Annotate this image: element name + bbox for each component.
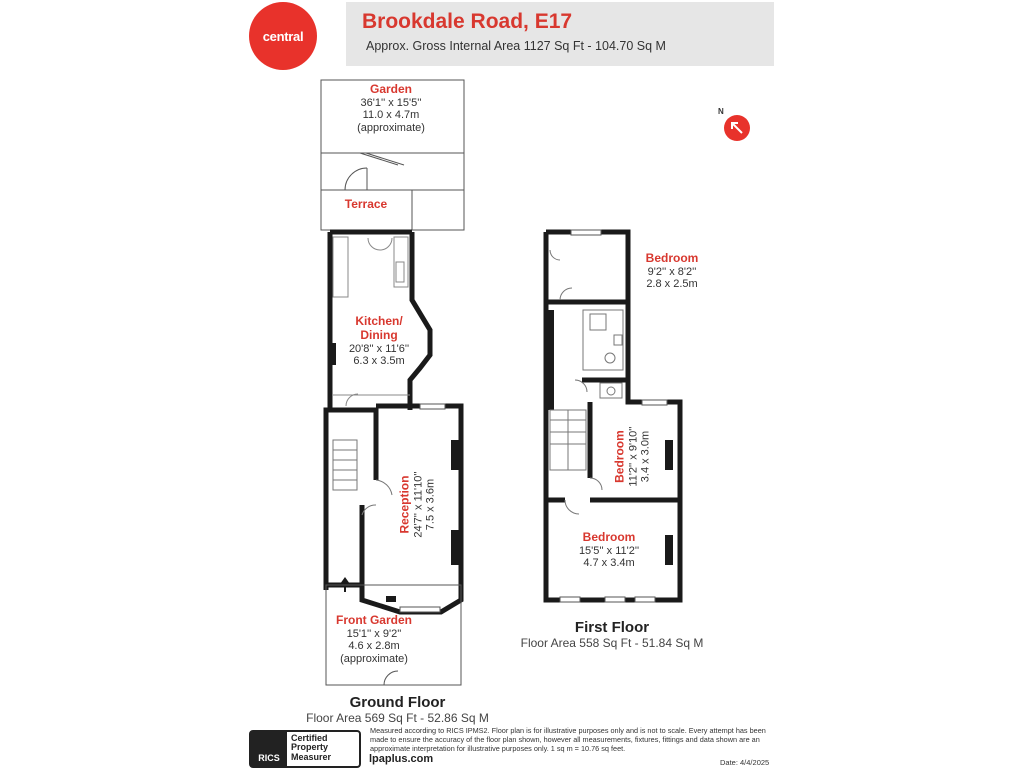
website-link[interactable]: lpaplus.com: [369, 753, 434, 765]
front-garden-imperial: 15'1'' x 9'2'': [346, 627, 402, 640]
ground-floor-title: [290, 694, 505, 725]
garden-name: Garden: [369, 82, 412, 96]
first-floor-title: [510, 619, 714, 650]
rics-certification: [291, 734, 331, 762]
property-title: Brookdale Road, E17: [362, 10, 573, 33]
rics-line3: Measurer: [291, 751, 332, 762]
rics-abbr: RICS: [258, 753, 280, 763]
ground-floor-fittings: [330, 343, 459, 602]
ground-floor-area: Floor Area 569 Sq Ft - 52.86 Sq M: [306, 711, 489, 725]
bedroom3-imperial: 15'5'' x 11'2'': [578, 544, 640, 557]
ground-floor-name: Ground Floor: [349, 694, 446, 711]
rics-logo: [251, 732, 287, 766]
reception-name: Reception: [397, 475, 412, 534]
terrace-name: Terrace: [344, 197, 388, 211]
bedroom1-imperial: 9'2'' x 8'2'': [647, 265, 697, 278]
reception-metric: 7.5 x 3.6m: [424, 478, 437, 531]
garden-label: [341, 83, 441, 135]
disclaimer-text: Measured according to RICS IPMS2. Floor plan is for illustrative purposes only and is not to scale. Every attempt has been made to ensure the accuracy of the floor plan shown, however all measurements, fixtures, fittings and data shown are an approximate interpretation for illustrative purposes only. 1 sq m = 10.76 sq feet.: [370, 726, 766, 753]
front-garden-name: Front Garden: [335, 613, 412, 627]
bedroom1-name: Bedroom: [645, 251, 699, 265]
reception-imperial: 24'7'' x 11'10'': [412, 471, 425, 538]
rics-badge: [249, 730, 361, 768]
kitchen-imperial: 20'8'' x 11'6'': [348, 342, 410, 355]
bedroom2-imperial: 11'2'' x 9'10'': [627, 426, 640, 487]
kitchen-label: [336, 315, 422, 368]
kitchen-name-line2: Dining: [360, 327, 398, 342]
bedroom3-metric: 4.7 x 3.4m: [583, 557, 635, 570]
front-garden-metric: 4.6 x 2.8m: [348, 640, 400, 653]
kitchen-metric: 6.3 x 3.5m: [353, 355, 405, 368]
garden-imperial: 36'1'' x 15'5'': [360, 96, 422, 109]
front-garden-note: (approximate): [340, 653, 408, 666]
rics-line1: Certified: [291, 733, 328, 743]
plan-date: Date: 4/4/2025: [720, 758, 770, 767]
garden-note: (approximate): [357, 122, 425, 135]
compass-north-label: N: [718, 107, 724, 116]
garden-metric: 11.0 x 4.7m: [362, 109, 420, 122]
ground-stairs: [333, 440, 392, 515]
first-floor-fittings: [546, 310, 673, 565]
front-garden-label: [326, 614, 422, 666]
rics-line2: Property: [291, 742, 329, 753]
terrace-label: [326, 198, 406, 212]
bedroom2-metric: 3.4 x 3.0m: [639, 430, 652, 483]
bedroom3-name: Bedroom: [582, 530, 636, 544]
first-floor-area: Floor Area 558 Sq Ft - 51.84 Sq M: [520, 636, 704, 650]
bedroom3-label: [569, 531, 649, 570]
bedroom1-label: [632, 252, 712, 291]
kitchen-name-line1: Kitchen/: [355, 314, 403, 328]
bedroom1-metric: 2.8 x 2.5m: [646, 278, 698, 291]
ground-floor-walls: [326, 232, 461, 612]
gross-area: Approx. Gross Internal Area 1127 Sq Ft - 104.70 Sq M: [366, 39, 666, 53]
first-floor-name: First Floor: [574, 619, 650, 636]
bedroom2-name: Bedroom: [612, 430, 627, 483]
logo-text: central: [262, 28, 304, 44]
bedroom2-label: [613, 412, 652, 502]
reception-label: [398, 455, 437, 555]
